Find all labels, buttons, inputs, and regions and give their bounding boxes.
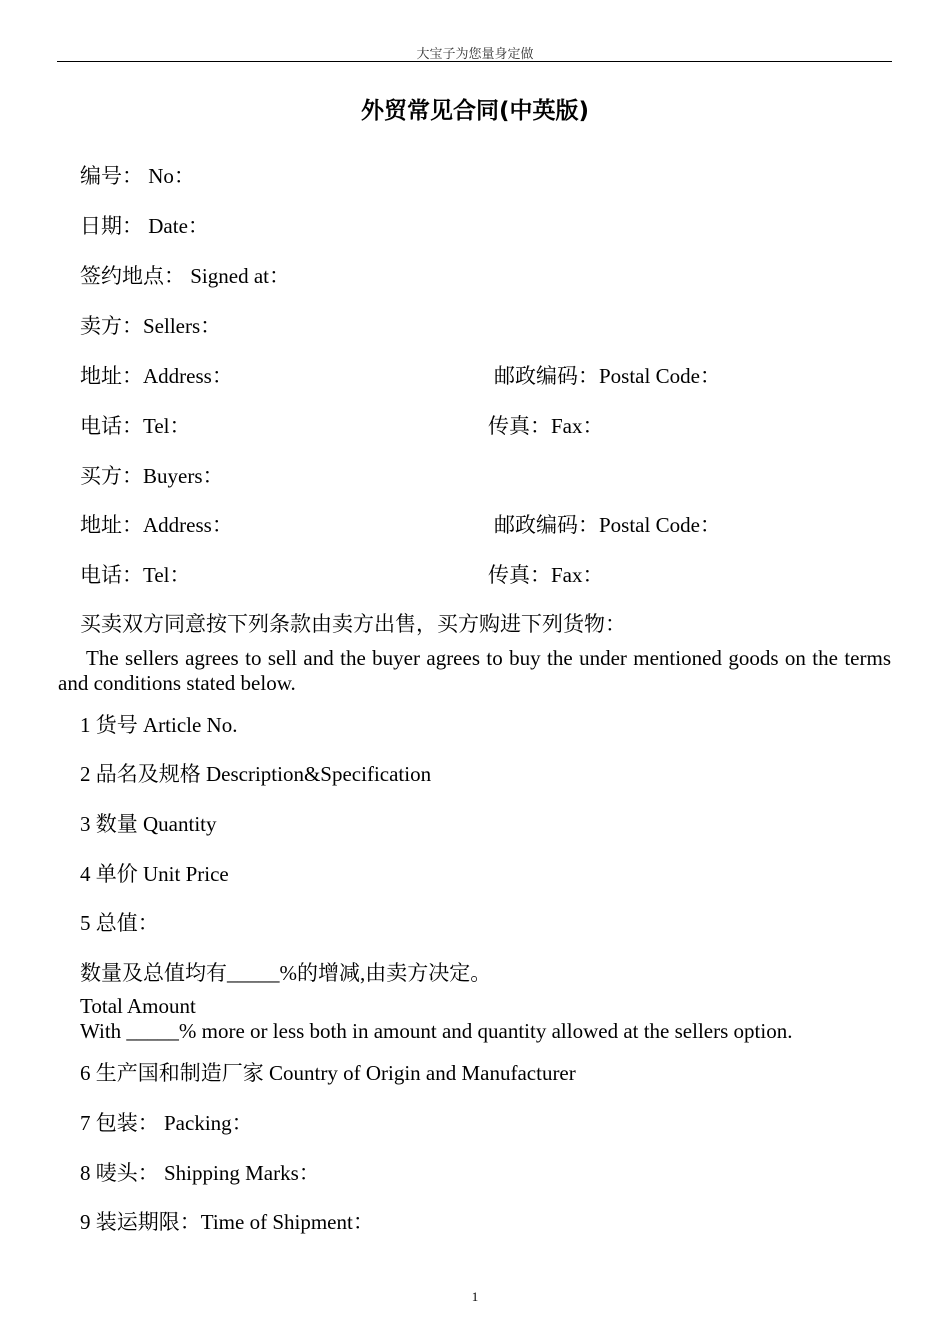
agreement-cn: 买卖双方同意按下列条款由卖方出售，买方购进下列货物： bbox=[80, 612, 626, 636]
field-seller: 卖方：Sellers： bbox=[80, 314, 222, 338]
item-quantity: 3 数量 Quantity bbox=[80, 812, 217, 836]
field-signing-place: 签约地点： Signed at： bbox=[80, 264, 290, 288]
field-number: 编号： No： bbox=[80, 164, 195, 188]
field-seller-fax: 传真：Fax： bbox=[488, 414, 604, 438]
item-unit-price: 4 单价 Unit Price bbox=[80, 862, 229, 886]
item-shipment-time: 9 装运期限：Time of Shipment： bbox=[80, 1210, 374, 1234]
agreement-en: The sellers agrees to sell and the buyer agrees to buy the under mentioned goods on the terms and conditions stated below. bbox=[58, 646, 891, 695]
document-title: 外贸常见合同(中英版) bbox=[360, 98, 590, 124]
item-shipping-marks: 8 唛头： Shipping Marks： bbox=[80, 1161, 320, 1185]
item-packing: 7 包装： Packing： bbox=[80, 1111, 253, 1135]
item-total-value: 5 总值： bbox=[80, 911, 159, 935]
field-buyer: 买方：Buyers： bbox=[80, 464, 224, 488]
field-seller-tel: 电话：Tel： bbox=[80, 414, 191, 438]
field-seller-address: 地址：Address： bbox=[80, 364, 233, 388]
tolerance-en: With _____% more or less both in amount and quantity allowed at the sellers option. bbox=[80, 1019, 793, 1043]
field-seller-postal-code: 邮政编码：Postal Code： bbox=[494, 364, 721, 388]
tolerance-cn: 数量及总值均有_____%的增减,由卖方决定。 bbox=[80, 961, 492, 985]
field-buyer-postal-code: 邮政编码：Postal Code： bbox=[494, 513, 721, 537]
field-buyer-tel: 电话：Tel： bbox=[80, 563, 191, 587]
page-number: 1 bbox=[471, 1289, 479, 1304]
field-buyer-fax: 传真：Fax： bbox=[488, 563, 604, 587]
header-rule bbox=[57, 61, 892, 62]
item-description: 2 品名及规格 Description&Specification bbox=[80, 762, 432, 786]
page-header: 大宝子为您量身定做 bbox=[416, 46, 534, 61]
field-buyer-address: 地址：Address： bbox=[80, 513, 233, 537]
item-origin-manufacturer: 6 生产国和制造厂家 Country of Origin and Manufacturer bbox=[80, 1061, 576, 1085]
item-article-no: 1 货号 Article No. bbox=[80, 713, 238, 737]
field-date: 日期： Date： bbox=[80, 214, 209, 238]
total-amount-label: Total Amount bbox=[80, 994, 196, 1018]
